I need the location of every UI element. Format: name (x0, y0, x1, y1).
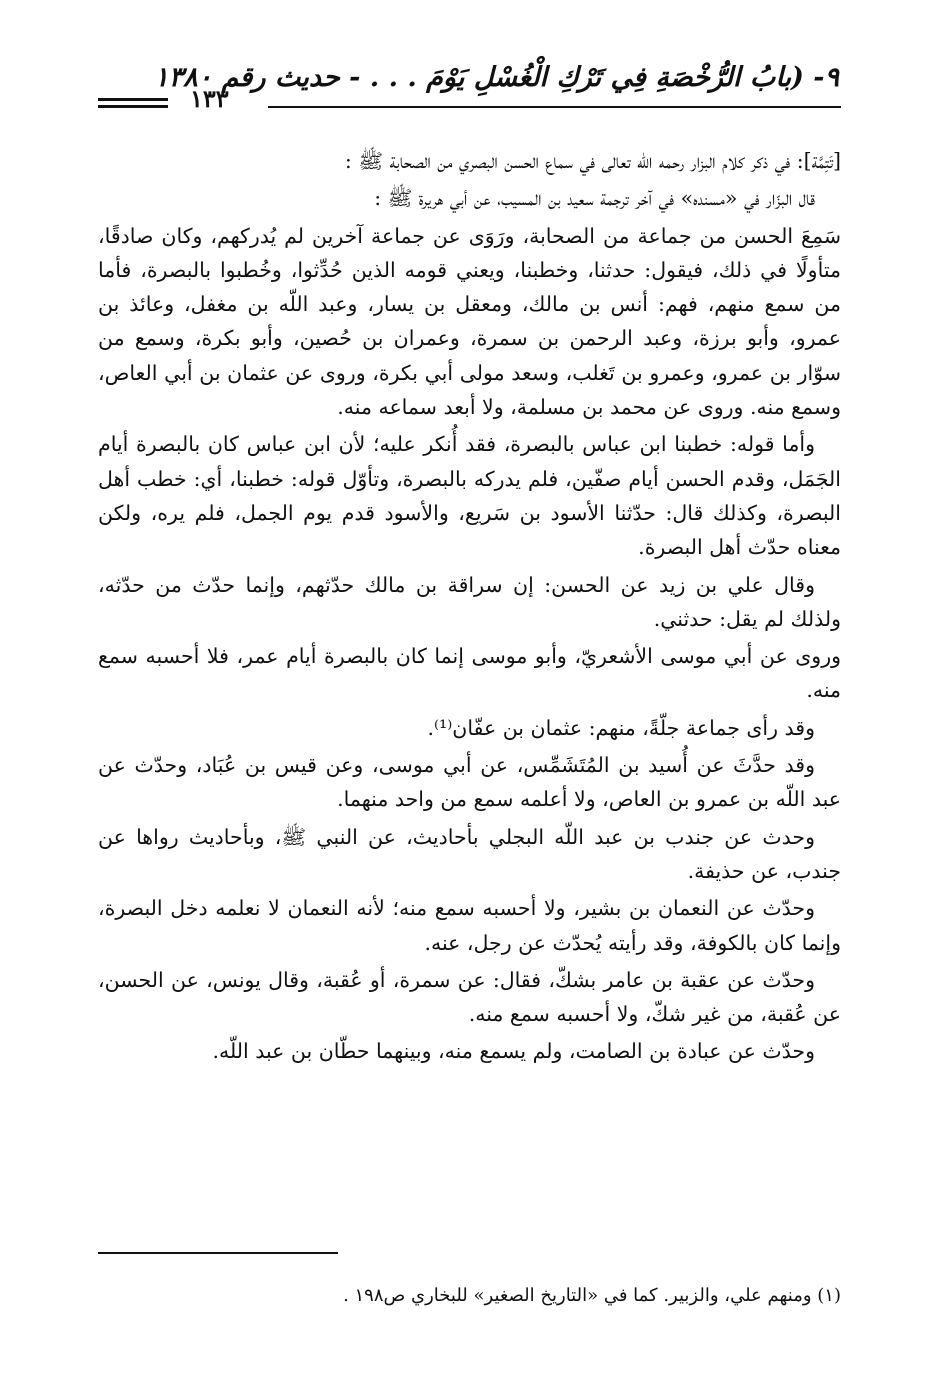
paragraph: وحدث عن جندب بن عبد اللّه البجلي بأحاديث، عن النبي ﷺ، وبأحاديث رواها عن جندب، عن حذيفة. (98, 824, 841, 883)
paragraph: وقد رأى جماعة جلّةً، منهم: عثمان بن عفّان⁽¹⁾. (427, 715, 815, 740)
paragraph: قال البزّار في «مسنده» في آخر ترجمة سعيد بن المسيب، عن أبي هريرة ﷺ : (374, 186, 815, 211)
header-rule (268, 106, 841, 108)
chapter-title (154, 62, 839, 93)
footnote: (١) ومنهم علي، والزبير. كما في «التاريخ الصغير» للبخاري ص١٩٨ . (343, 1285, 841, 1306)
paragraph: وأما قوله: خطبنا ابن عباس بالبصرة، فقد أُنكر عليه؛ لأن ابن عباس كان بالبصرة أيام الجَمَل، وقدم الحسن أيام صفّين، فلم يدركه بالبصرة، وتأوّل قوله: خطبنا، أي: خطب أهل البصرة، وكذلك قال: حدّثنا الأسود بن سَريع، والأسود قدم يوم الجمل، فلم يره، ولكن معناه حدّث أهل البصرة. (98, 432, 841, 560)
paragraph: وقال علي بن زيد عن الحسن: إن سراقة بن مالك حدّثهم، وإنما حدّث من حدّثه، ولذلك لم يقل: حدثني. (98, 572, 841, 631)
page-number: ١٣٣ (190, 84, 229, 113)
paragraph: وروى عن أبي موسى الأشعريّ، وأبو موسى إنما كان بالبصرة أيام عمر، فلا أحسبه سمع منه. (98, 644, 841, 703)
paragraph: وحدّث عن النعمان بن بشير، ولا أحسبه سمع منه؛ لأنه النعمان لا نعلمه دخل البصرة، وإنما كان بالكوفة، وقد رأيته يُحدّث عن رجل، عنه. (98, 896, 841, 955)
paragraph-tatimma: [تَتِمَّة]: في ذكر كلام البزار رحمه اللّه تعالى في سماع الحسن البصري من الصحابة ﷺ : (344, 149, 841, 173)
paragraph: وحدّث عن عقبة بن عامر بشكّ، فقال: عن سمرة، أو عُقبة، وقال يونس، عن الحسن، عن عُقبة، من غير شكّ، ولا أحسبه سمع منه. (98, 967, 841, 1027)
footnote-separator (98, 1252, 338, 1254)
chapter-title-text: ٩- (بابُ الرُّخْصَةِ فِي تَرْكِ الْغُسْلِ يَوْمَ . . . - حديث رقم ١٣٨٠ (154, 62, 839, 93)
main-text (98, 144, 841, 1069)
header-double-rule (98, 98, 168, 112)
paragraph: سَمِعَ الحسن من جماعة من الصحابة، ورَوَى عن جماعة آخرين لم يُدركهم، وكان صادقًا، متأولًا في ذلك، فيقول: حدثنا، وخطبنا، ويعني قومه الذين حُدِّثوا، وخُطبوا بالبصرة، فأما من سمع منهم، فهم: أنس بن مالك، ومعقل بن يسار، وعبد اللّه بن مغفل، وعائذ بن عمرو، وأبو برزة، وعبد الرحمن بن سمرة، وعمران بن حُصين، وأبو بكرة، وسمع من سوّار بن عمرو، وعمرو بن تَغلب، وسعد مولى أبي بكرة، وروى عن عثمان بن أبي العاص، وسمع منه. وروى عن محمد بن مسلمة، ولا أبعد سماعه منه. (98, 223, 841, 420)
running-header (98, 62, 841, 112)
paragraph: وقد حدَّثَ عن أُسيد بن المُتَشَمِّس، عن أبي موسى، وعن قيس بن عُبَاد، وحدّث عن عبد اللّه بن عمرو بن العاص، ولا أعلمه سمع من واحد منهما. (98, 753, 841, 812)
paragraph: وحدّث عن عبادة بن الصامت، ولم يسمع منه، وبينهما حطّان بن عبد اللّه. (212, 1039, 815, 1064)
